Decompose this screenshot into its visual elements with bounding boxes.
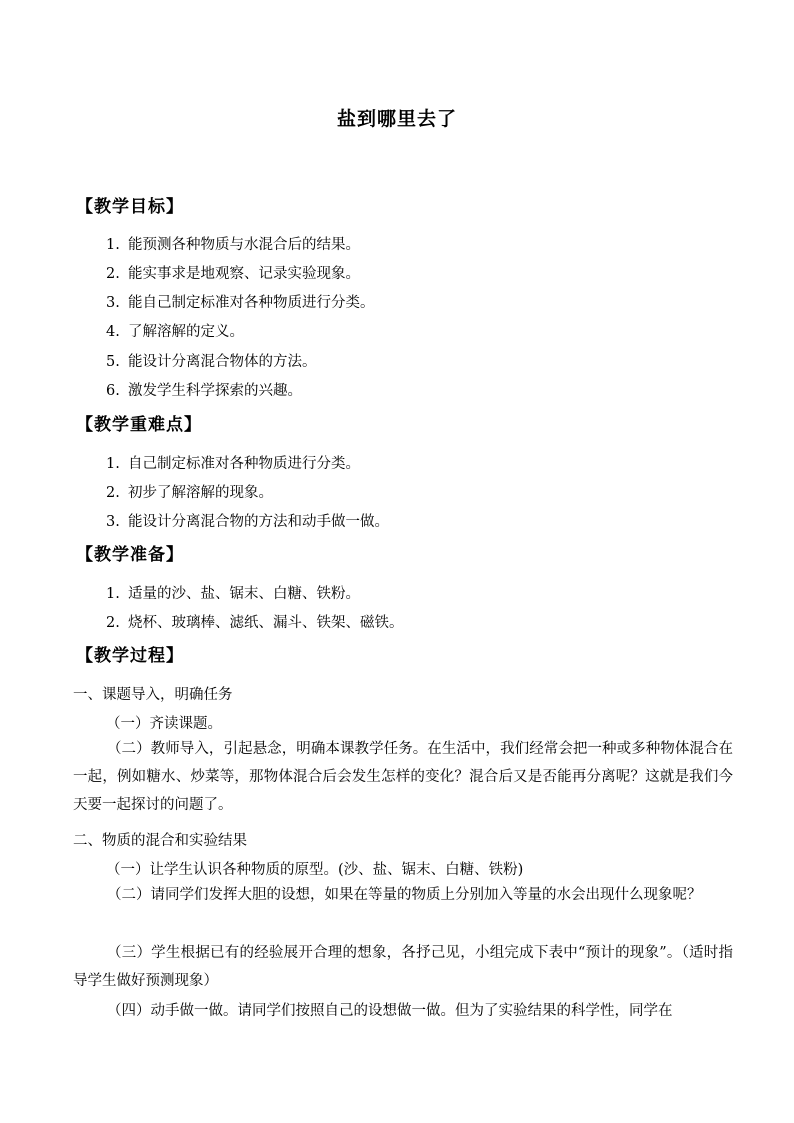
heading-teaching-goals: 【教学目标】 bbox=[76, 197, 184, 217]
goal-item-text: 能实事求是地观察、记录实验现象。 bbox=[128, 266, 360, 282]
goal-item bbox=[106, 350, 317, 371]
keypoint-item-number: 1. bbox=[106, 456, 120, 472]
goal-item bbox=[106, 291, 375, 312]
keypoint-item bbox=[106, 481, 273, 502]
keypoint-item bbox=[106, 452, 360, 473]
goal-item-number: 5. bbox=[106, 354, 120, 370]
process-part1-title: 一、课题导入，明确任务 bbox=[73, 687, 233, 703]
keypoint-item-number: 2. bbox=[106, 485, 120, 501]
goal-item bbox=[106, 233, 360, 254]
keypoint-item-text: 初步了解溶解的现象。 bbox=[128, 485, 273, 501]
goal-item bbox=[106, 379, 302, 400]
preparation-item bbox=[106, 582, 360, 603]
process-part2-step1: （一）让学生认识各种物质的原型。(沙、盐、锯末、白糖、铁粉) bbox=[106, 862, 524, 878]
keypoint-item-number: 3. bbox=[106, 514, 120, 530]
goal-item-number: 4. bbox=[106, 324, 120, 340]
heading-key-points: 【教学重难点】 bbox=[76, 415, 202, 435]
process-part2-step3: （三）学生根据已有的经验展开合理的想象，各抒己见，小组完成下表中“预计的现象”。（适时指导学生做好预测现象） bbox=[73, 945, 733, 989]
heading-process: 【教学过程】 bbox=[76, 646, 184, 666]
goal-item bbox=[106, 262, 360, 283]
goal-item bbox=[106, 320, 244, 341]
preparation-item-text: 适量的沙、盐、锯末、白糖、铁粉。 bbox=[128, 586, 360, 602]
goal-item-text: 激发学生科学探索的兴趣。 bbox=[128, 383, 302, 399]
keypoint-item-text: 能设计分离混合物的方法和动手做一做。 bbox=[128, 514, 389, 530]
keypoint-item-text: 自己制定标准对各种物质进行分类。 bbox=[128, 456, 360, 472]
goal-item-text: 能自己制定标准对各种物质进行分类。 bbox=[128, 295, 375, 311]
process-part2-title: 二、物质的混合和实验结果 bbox=[73, 833, 247, 849]
process-part1-step2: （二）教师导入，引起悬念，明确本课教学任务。在生活中，我们经常会把一种或多种物体混合在一起，例如糖水、炒菜等，那物体混合后会发生怎样的变化？混合后又是否能再分离呢？这就是我们今天要一起探讨的问题了。 bbox=[73, 741, 733, 813]
goal-item-text: 能预测各种物质与水混合后的结果。 bbox=[128, 237, 360, 253]
process-part1-step1: （一）齐读课题。 bbox=[106, 716, 222, 732]
document-title: 盐到哪里去了 bbox=[336, 108, 457, 130]
goal-item-text: 了解溶解的定义。 bbox=[128, 324, 244, 340]
heading-preparation: 【教学准备】 bbox=[76, 545, 184, 565]
keypoint-item bbox=[106, 510, 389, 531]
preparation-item-number: 1. bbox=[106, 586, 120, 602]
preparation-item-number: 2. bbox=[106, 615, 120, 631]
process-part2-step2: （二）请同学们发挥大胆的设想，如果在等量的物质上分别加入等量的水会出现什么现象呢？ bbox=[107, 887, 702, 903]
preparation-item-text: 烧杯、玻璃棒、滤纸、漏斗、铁架、磁铁。 bbox=[128, 615, 404, 631]
goal-item-number: 2. bbox=[106, 266, 120, 282]
process-part2-step4: （四）动手做一做。请同学们按照自己的设想做一做。但为了实验结果的科学性，同学在 bbox=[107, 1003, 673, 1019]
goal-item-number: 6. bbox=[106, 383, 120, 399]
goal-item-text: 能设计分离混合物体的方法。 bbox=[128, 354, 317, 370]
preparation-item bbox=[106, 611, 404, 632]
goal-item-number: 3. bbox=[106, 295, 120, 311]
goal-item-number: 1. bbox=[106, 237, 120, 253]
